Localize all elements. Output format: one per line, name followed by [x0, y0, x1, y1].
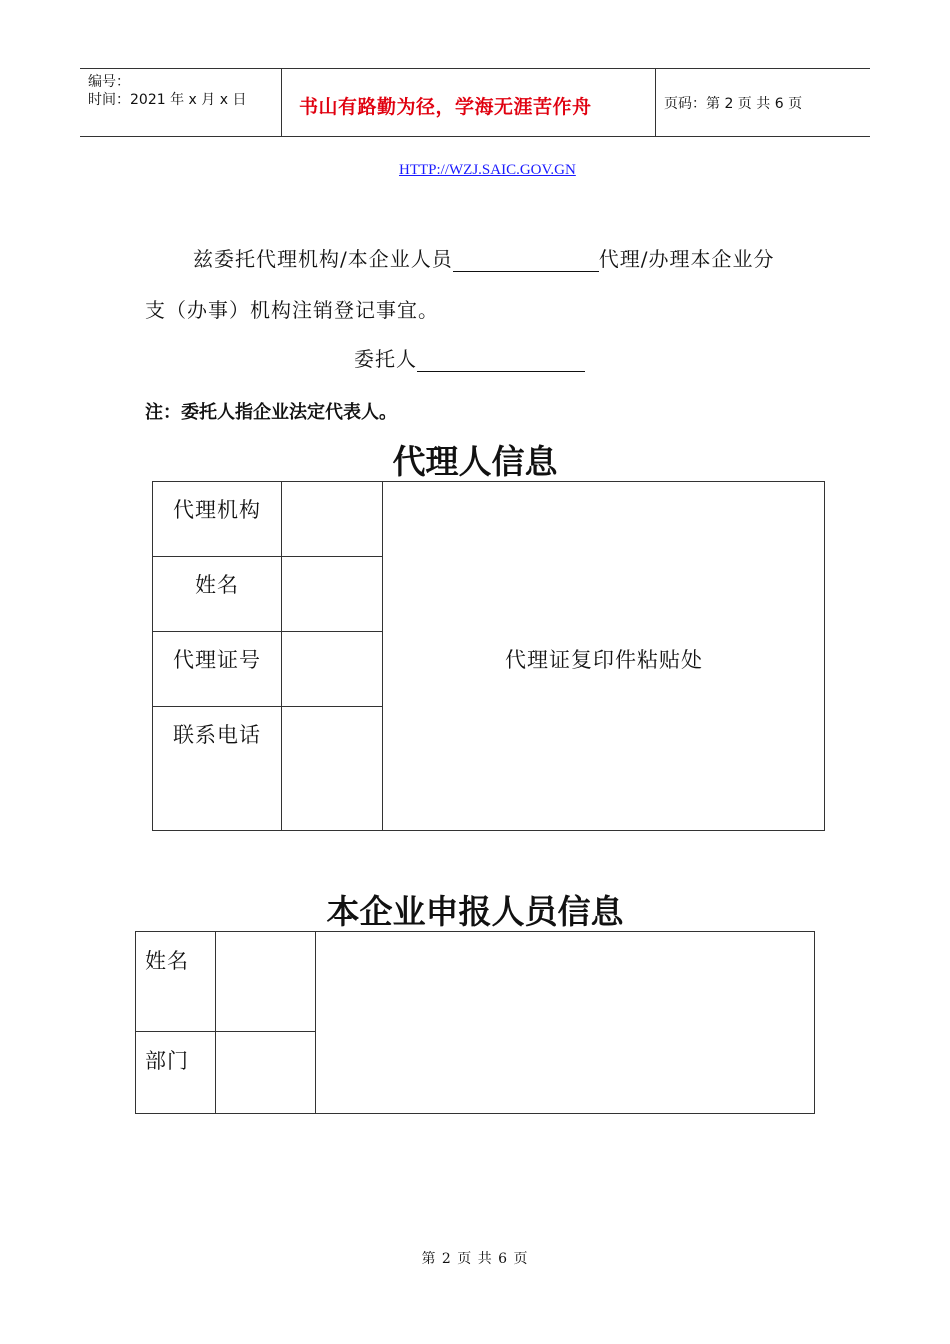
staff-section-title: 本企业申报人员信息 — [326, 892, 624, 931]
note-text: 注：委托人指企业法定代表人。 — [145, 402, 397, 423]
principal-label: 委托人 — [354, 347, 417, 371]
staff-dept-field[interactable] — [217, 1033, 314, 1113]
authorization-line-2: 支（办事）机构注销登记事宜。 — [145, 298, 439, 322]
principal-line — [354, 346, 585, 372]
staff-dept-label: 部门 — [145, 1049, 189, 1073]
license-copy-paste-area: 代理证复印件粘贴处 — [505, 648, 703, 672]
page-footer: 第 2 页 共 6 页 — [421, 1251, 529, 1267]
staff-table-col-divider — [315, 931, 316, 1114]
header-divider — [281, 68, 282, 136]
agent-phone-field[interactable] — [283, 708, 381, 829]
time-label: 时间：2021 年 x 月 x 日 — [88, 92, 247, 108]
authorization-text: 兹委托代理机构/本企业人员 — [193, 247, 453, 271]
agent-license-field[interactable] — [283, 633, 381, 705]
serial-label: 编号： — [88, 74, 130, 90]
principal-signature-blank[interactable] — [417, 351, 585, 372]
header-bottom-rule — [80, 136, 870, 137]
agent-name-field[interactable] — [283, 558, 381, 630]
agent-org-field[interactable] — [283, 483, 381, 555]
website-link[interactable]: HTTP://WZJ.SAIC.GOV.GN — [399, 162, 576, 178]
agent-org-label: 代理机构 — [173, 498, 261, 522]
staff-name-label: 姓名 — [145, 949, 189, 973]
agent-table-row-divider — [152, 556, 382, 557]
header-top-rule — [80, 68, 870, 69]
agent-table-row-divider — [152, 706, 382, 707]
agent-name-blank[interactable] — [453, 251, 599, 272]
header-motto: 书山有路勤为径，学海无涯苦作舟 — [299, 96, 592, 118]
agent-section-title: 代理人信息 — [392, 442, 558, 481]
header-divider — [655, 68, 656, 136]
staff-info-blank-area[interactable] — [317, 933, 814, 1113]
agent-license-label: 代理证号 — [173, 648, 261, 672]
authorization-text-cont: 代理/办理本企业分 — [598, 247, 775, 271]
agent-table-row-divider — [152, 631, 382, 632]
staff-table-row-divider — [135, 1031, 315, 1032]
staff-name-field[interactable] — [217, 933, 314, 1030]
agent-name-label: 姓名 — [195, 573, 239, 597]
authorization-line-1 — [193, 246, 775, 272]
staff-table-col-divider — [215, 931, 216, 1114]
page-info: 页码：第 2 页 共 6 页 — [664, 96, 803, 112]
agent-phone-label: 联系电话 — [173, 723, 261, 747]
